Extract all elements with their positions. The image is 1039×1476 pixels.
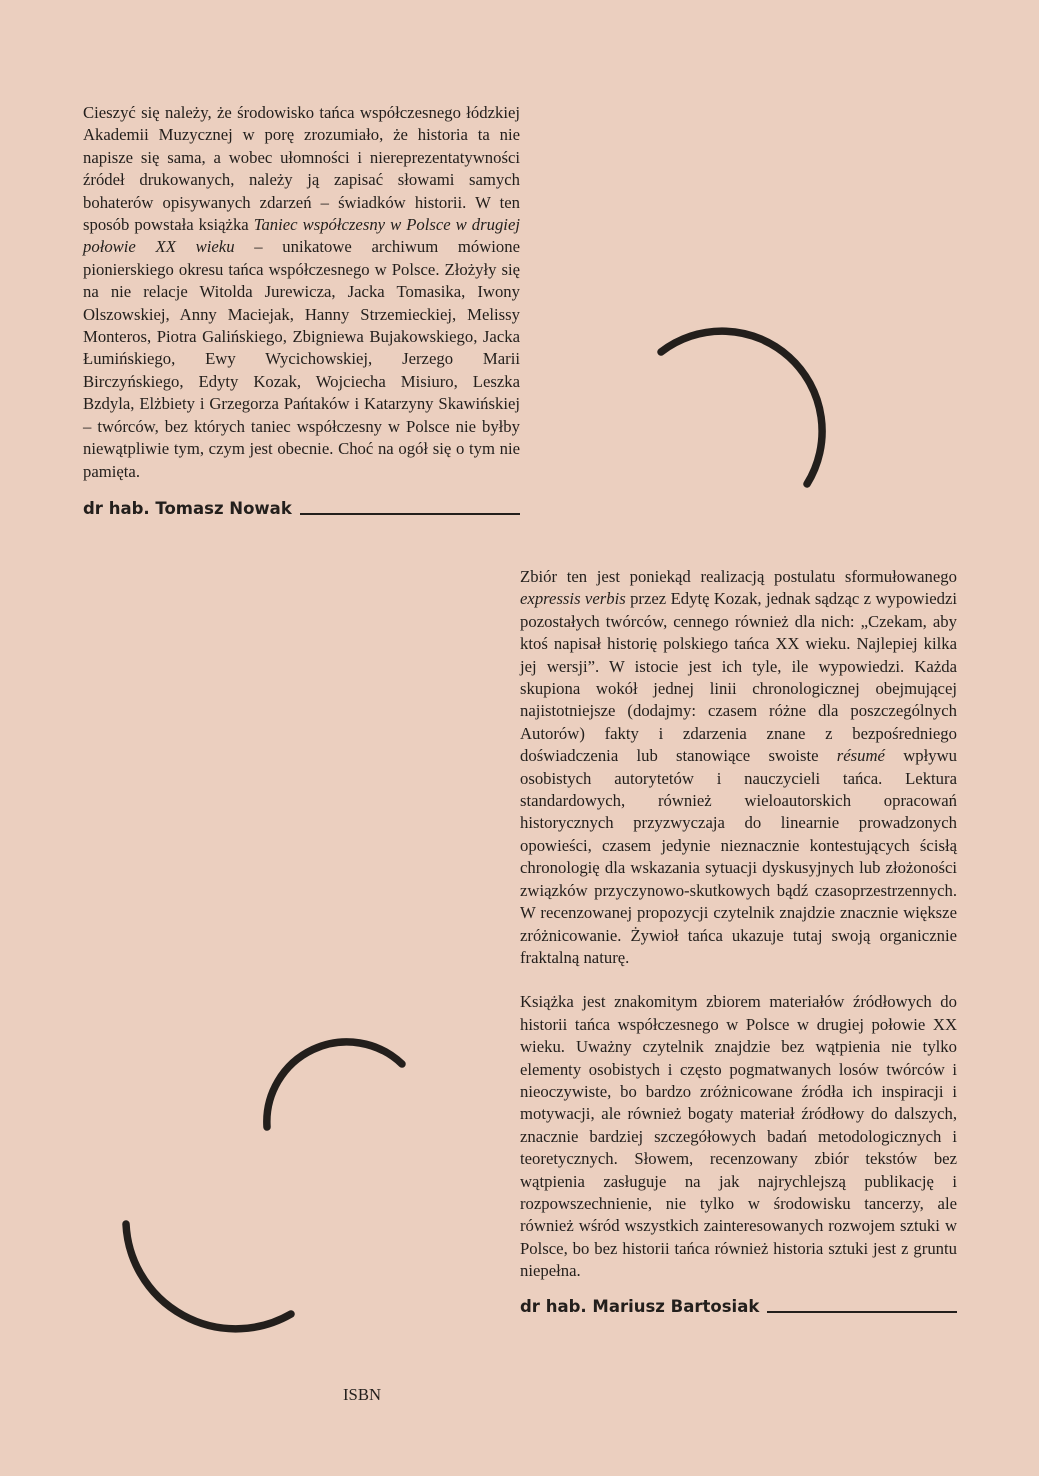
arc-left-lower-small xyxy=(267,1042,402,1127)
arc-left-lower-large xyxy=(126,1224,291,1329)
signature-rule xyxy=(300,513,520,515)
review-paragraph xyxy=(83,102,520,483)
text-segment: Książka jest znakomitym zbiorem materiałów źródłowych do historii tańca współczesnego w Polsce w drugiej połowie XX wieku. Uważny czytelnik znajdzie bez wątpienia nie tylko elementy osobistych i często pogmatwanych losów twórców i nieoczywiste, bo bardzo zróżnicowane źródła ich inspiracji i motywacji, ale również bogaty materiał źródłowy do dalszych, znacznie bardziej szczegółowych badań metodologicznych i teoretycznych. Słowem, recenzowany zbiór tekstów bez wątpienia zasługuje na jak najrychlejszą publikację i rozpowszechnienie, nie tylko w środowisku tancerzy, ale również wśród wszystkich zainteresowanych rozwojem sztuki w Polsce, bo bez historii tańca również historia sztuki jest z gruntu niepełna. xyxy=(520,992,957,1281)
reviewer-name: dr hab. Mariusz Bartosiak xyxy=(520,1297,760,1316)
text-segment: Cieszyć się należy, że środowisko tańca współczesnego łódzkiej Akademii Muzycznej w porę zrozumiało, że historia ta nie napisze się sama, a wobec ułomności i niereprezentatywności źródeł drukowanych, należy ją zapisać słowami samych bohaterów opisywanych zdarzeń – świadków historii. W ten sposób powstała książka xyxy=(83,103,520,235)
isbn-label: ISBN xyxy=(343,1385,382,1404)
reviewer-name: dr hab. Tomasz Nowak xyxy=(83,499,292,518)
review-2-text xyxy=(520,566,957,1283)
review-paragraph xyxy=(520,566,957,969)
text-segment: wpływu osobistych autorytetów i nauczycieli tańca. Lektura standardowych, również wieloautorskich opracowań historycznych przyzwyczaja do linearnie prowadzonych opowieści, czasem jedynie nieznacznie kontestujących ścisłą chronologię dla wskazania sytuacji dyskusyjnych lub złożoności związków przyczynowo-skutkowych bądź czasoprzestrzennych. W recenzowanej propozycji czytelnik znajdzie znacznie większe zróżnicowanie. Żywioł tańca ukazuje tutaj swoją organicznie fraktalną naturę. xyxy=(520,746,957,967)
review-paragraph xyxy=(520,991,957,1282)
arc-right-upper xyxy=(661,331,822,484)
signature-rule xyxy=(767,1311,957,1313)
text-segment: – unikatowe archiwum mówione pionierskiego okresu tańca współczesnego w Polsce. Złożyły się na nie relacje Witolda Jurewicza, Jacka Tomasika, Iwony Olszowskiej, Anny Maciejak, Hanny Strzemieckiej, Melissy Monteros, Piotra Galińskiego, Zbigniewa Bujakowskiego, Jacka Łumińskiego, Ewy Wycichowskiej, Jerzego Marii Birczyńskiego, Edyty Kozak, Wojciecha Misiuro, Leszka Bzdyla, Elżbiety i Grzegorza Pańtaków i Katarzyny Skawińskiej – twórców, bez których taniec współczesny w Polsce nie byłby niewątpliwie tym, czym jest obecnie. Choć na ogół się o tym nie pamięta. xyxy=(83,237,521,481)
text-segment: Zbiór ten jest poniekąd realizacją postulatu sformułowanego xyxy=(520,567,957,586)
italic-title-segment: résumé xyxy=(836,746,885,766)
italic-title-segment: Taniec współczesny w Polsce w drugiej połowie XX wieku xyxy=(83,215,520,257)
review-2-signature xyxy=(520,1297,957,1316)
review-1-text xyxy=(83,102,520,483)
italic-title-segment: expressis verbis xyxy=(520,589,626,609)
text-segment: przez Edytę Kozak, jednak sądząc z wypowiedzi pozostałych twórców, cennego również dla nich: „Czekam, aby ktoś napisał historię polskiego tańca XX wieku. Najlepiej kilka jej wersji”. W istocie jest ich tyle, ile wypowiedzi. Każda skupiona wokół jednej linii chronologicznej obejmującej najistotniejsze (dodajmy: czasem różne dla poszczególnych Autorów) fakty i zdarzenia znane z bezpośredniego doświadczenia lub stanowiące swoiste xyxy=(520,589,958,766)
review-1-signature xyxy=(83,499,520,518)
